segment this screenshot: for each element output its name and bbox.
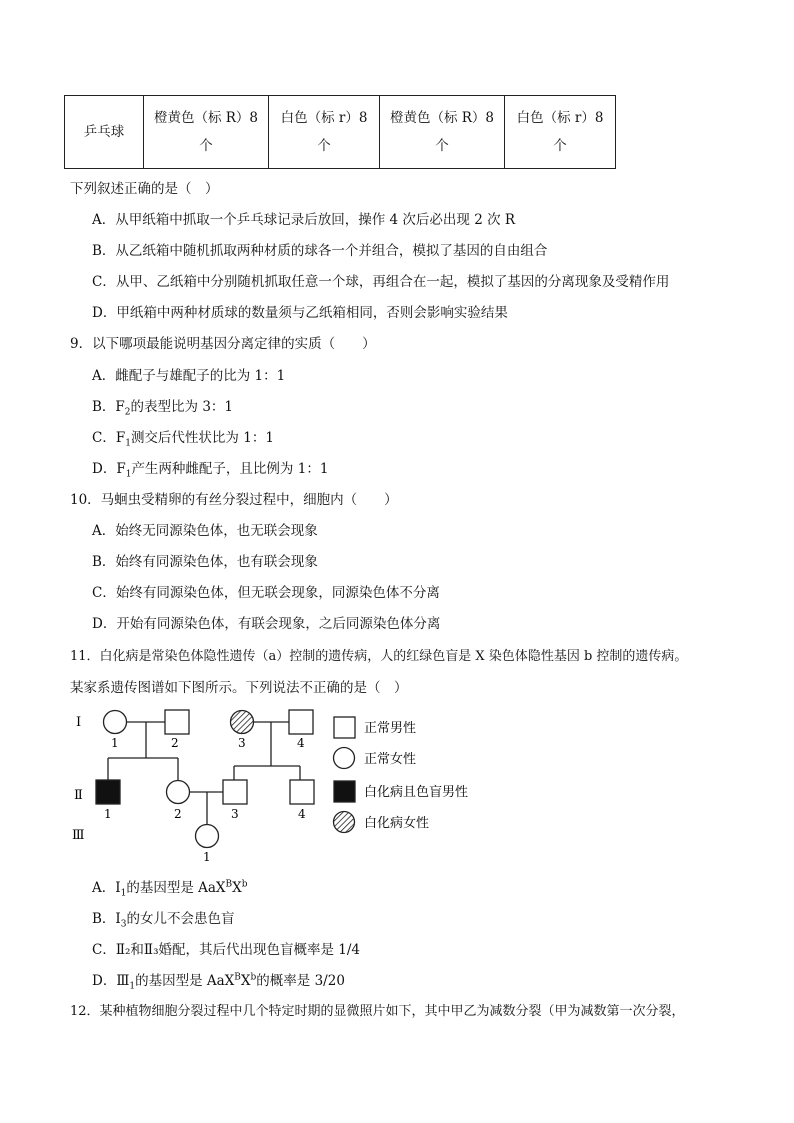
legend-albino-female: 白化病女性	[364, 816, 430, 831]
pedigree-number: 4	[297, 736, 305, 750]
q11-stem-line2: 某家系遗传图谱如下图所示。下列说法不正确的是（ ）	[70, 680, 408, 696]
q10-stem: 10．马蛔虫受精卵的有丝分裂过程中，细胞内（ ）	[70, 492, 398, 508]
pedigree-number: 4	[298, 807, 306, 821]
generation-label-I: Ⅰ	[76, 715, 82, 730]
pedigree-I3-albino-female	[231, 711, 254, 734]
pedigree-number: 1	[104, 807, 112, 821]
legend-affected-male-symbol	[334, 781, 355, 802]
pedigree-chart	[70, 700, 490, 865]
table-cell-orange-1: 橙黄色（标 R）8 个	[144, 96, 269, 169]
table-cell-white-1: 白色（标 r）8 个	[269, 96, 380, 169]
q10-option-d: D．开始有同源染色体，有联会现象，之后同源染色体分离	[92, 616, 441, 632]
legend-normal-female-symbol	[334, 748, 355, 769]
q8-option-c: C．从甲、乙纸箱中分别随机抓取任意一个球，再组合在一起，模拟了基因的分离现象及受精作用	[92, 274, 670, 290]
q9-option-c: C．$F_1$测交后代性状比为 1：1	[92, 430, 274, 449]
pedigree-number: 3	[231, 807, 239, 821]
q10-option-b: B．始终有同源染色体，也有联会现象	[92, 554, 318, 570]
q10-option-c: C．始终有同源染色体，但无联会现象，同源染色体不分离	[92, 585, 440, 601]
q11-stem-line1: 11．白化病是常染色体隐性遗传（a）控制的遗传病，人的红绿色盲是 X 染色体隐性基因 b 控制的遗传病。	[70, 649, 688, 664]
legend-normal-female: 正常女性	[364, 752, 417, 767]
pedigree-number: 1	[203, 850, 211, 864]
q9-option-a: A．雌配子与雄配子的比为 1：1	[92, 368, 286, 384]
pedigree-number: 1	[111, 736, 119, 750]
pedigree-III1-normal-female	[196, 825, 219, 848]
pedigree-II2-normal-female	[167, 781, 190, 804]
q9-option-b: B．$F_2$的表型比为 3：1	[92, 399, 234, 418]
ping-pong-table	[64, 95, 616, 169]
pedigree-II4-normal-male	[290, 780, 314, 804]
legend-normal-male-symbol	[334, 717, 355, 738]
legend-affected-male: 白化病且色盲男性	[364, 785, 469, 800]
q8-option-b: B．从乙纸箱中随机抓取两种材质的球各一个并组合，模拟了基因的自由组合	[92, 243, 548, 259]
q11-option-c: C．Ⅱ₂和Ⅱ₃婚配，其后代出现色盲概率是 1/4	[92, 942, 361, 958]
pedigree-number: 3	[238, 736, 246, 750]
pedigree-II3-normal-male	[223, 780, 247, 804]
generation-label-III: Ⅲ	[72, 828, 85, 843]
q12-stem: 12．某种植物细胞分裂过程中几个特定时期的显微照片如下，其中甲乙为减数分裂（甲为减数第一次分裂，	[70, 1004, 685, 1019]
q8-stem: 下列叙述正确的是（ ）	[70, 181, 219, 197]
legend-normal-male: 正常男性	[364, 721, 417, 736]
legend-albino-female-symbol	[334, 812, 355, 833]
q11-option-d: D．$Ⅲ_1$的基因型是 $AaX^BX^b$的概率是 3/20	[92, 972, 345, 992]
q11-option-b: B．$Ⅰ_3$的女儿不会患色盲	[92, 911, 235, 930]
pedigree-number: 2	[171, 736, 179, 750]
q11-option-a: A．$Ⅰ_1$的基因型是 $AaX^BX^b$	[92, 879, 248, 899]
q9-stem: 9．以下哪项最能说明基因分离定律的实质（ ）	[70, 336, 376, 352]
pedigree-I1-normal-female	[104, 711, 127, 734]
table-cell-white-2: 白色（标 r）8 个	[505, 96, 616, 169]
q9-option-d: D．$F_1$产生两种雌配子，且比例为 1：1	[92, 461, 329, 480]
q8-option-d: D．甲纸箱中两种材质球的数量须与乙纸箱相同，否则会影响实验结果	[92, 305, 508, 321]
pedigree-I2-normal-male	[165, 710, 189, 734]
pedigree-number: 2	[174, 807, 182, 821]
pedigree-I4-normal-male	[289, 710, 313, 734]
table-cell-pingpong: 乒乓球	[65, 96, 144, 169]
generation-label-II: Ⅱ	[74, 788, 83, 803]
table-cell-orange-2: 橙黄色（标 R）8 个	[380, 96, 505, 169]
q10-option-a: A．始终无同源染色体，也无联会现象	[92, 523, 318, 539]
q8-option-a: A．从甲纸箱中抓取一个乒乓球记录后放回，操作 4 次后必出现 2 次 R	[92, 212, 516, 228]
pedigree-II1-affected-male	[96, 780, 120, 804]
